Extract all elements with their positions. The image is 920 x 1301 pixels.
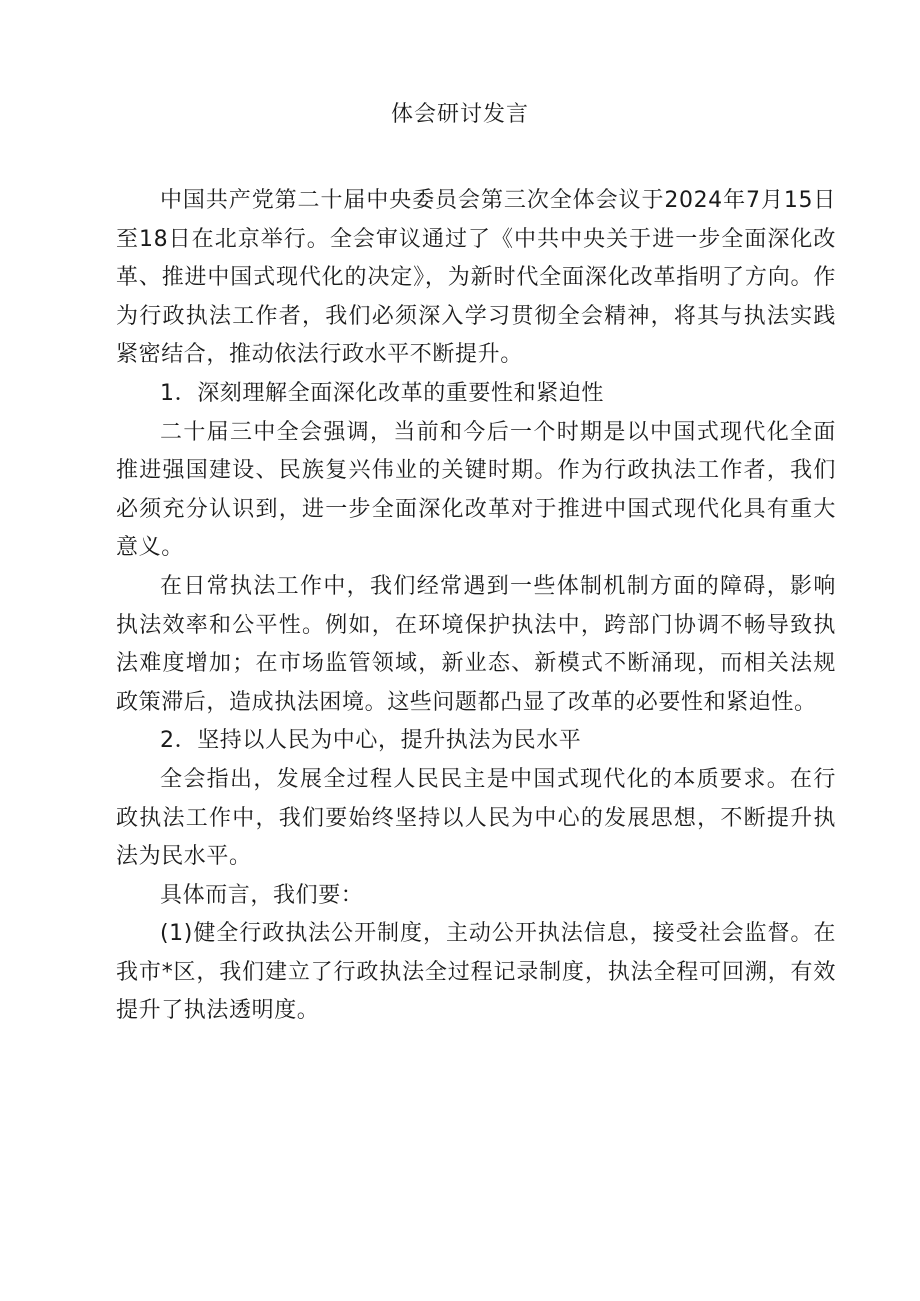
paragraph-section1-b: 在日常执法工作中，我们经常遇到一些体制机制方面的障碍，影响执法效率和公平性。例如，在环境保护执法中，跨部门协调不畅导致执法难度增加；在市场监管领域，新业态、新模式不断涌现，而相关法规政策滞后，造成执法困境。这些问题都凸显了改革的必要性和紧迫性。 bbox=[116, 573, 836, 715]
document-body bbox=[116, 182, 836, 1031]
paragraph-section2-item1: (1)健全行政执法公开制度，主动公开执法信息，接受社会监督。在我市*区，我们建立了行政执法全过程记录制度，执法全程可回溯，有效提升了执法透明度。 bbox=[116, 921, 836, 1024]
paragraph-section2-a: 全会指出，发展全过程人民民主是中国式现代化的本质要求。在行政执法工作中，我们要始终坚持以人民为中心的发展思想，不断提升执法为民水平。 bbox=[116, 766, 836, 870]
paragraph-section1-a: 二十届三中全会强调，当前和今后一个时期是以中国式现代化全面推进强国建设、民族复兴伟业的关键时期。作为行政执法工作者，我们必须充分认识到，进一步全面深化改革对于推进中国式现代化具有重大意义。 bbox=[116, 419, 836, 561]
section-heading-2: 2．坚持以人民为中心，提升执法为民水平 bbox=[160, 728, 582, 754]
document-title: 体会研讨发言 bbox=[390, 102, 529, 127]
paragraph-intro: 中国共产党第二十届中央委员会第三次全体会议于2024年7月15日至18日在北京举行。全会审议通过了《中共中央关于进一步全面深化改革、推进中国式现代化的决定》，为新时代全面深化改革指明了方向。作为行政执法工作者，我们必须深入学习贯彻全会精神，将其与执法实践紧密结合，推动依法行政水平不断提升。 bbox=[116, 188, 836, 368]
section-heading-1: 1．深刻理解全面深化改革的重要性和紧迫性 bbox=[160, 380, 604, 406]
paragraph-section2-b: 具体而言，我们要： bbox=[160, 882, 364, 908]
